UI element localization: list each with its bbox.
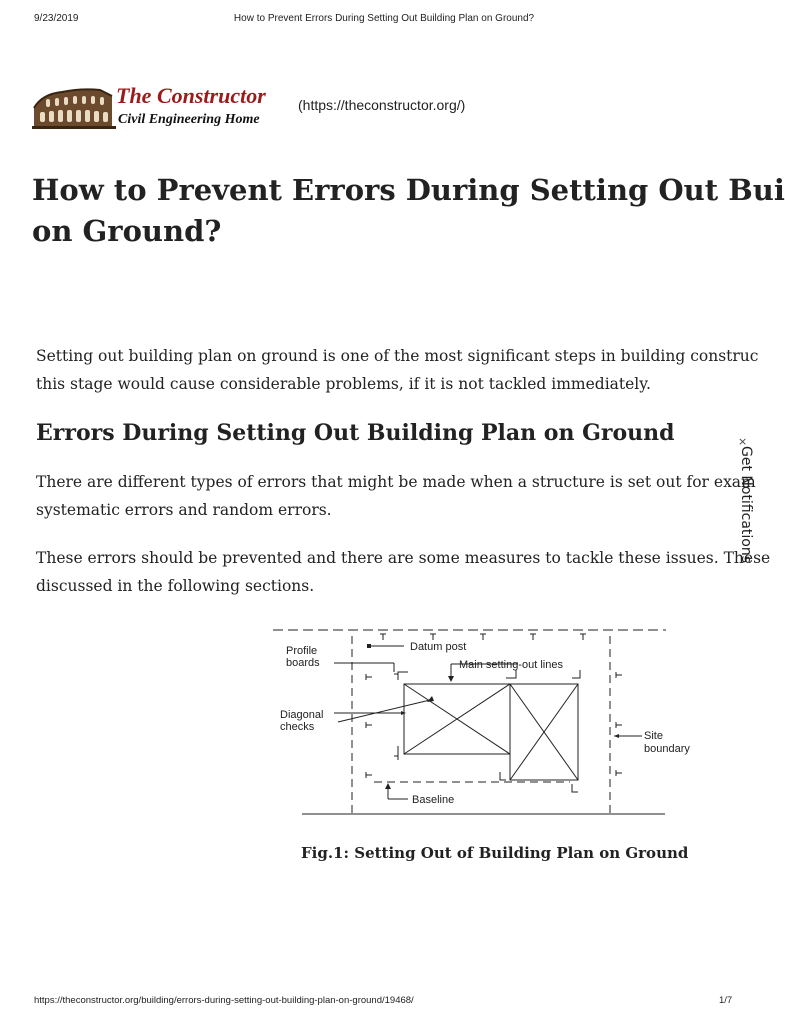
errors-types-paragraph [36, 468, 768, 524]
fig-label-profile-2: boards [286, 657, 320, 669]
fig-label-site-2: boundary [644, 743, 690, 755]
print-footer-url: https://theconstructor.org/building/errors-during-setting-out-building-plan-on-ground/19468/ [34, 995, 414, 1006]
logo-url-link[interactable]: (https://theconstructor.org/) [298, 97, 466, 113]
datum-posts [380, 634, 586, 640]
fig-label-datum-post: Datum post [410, 641, 467, 653]
brand-tagline: Civil Engineering Home [118, 112, 260, 127]
fig-label-diagonal-1: Diagonal [280, 709, 324, 721]
colosseum-logo-icon [32, 86, 118, 130]
fig-label-profile-1: Profile [286, 645, 318, 657]
notifications-widget[interactable] [716, 435, 756, 588]
section-heading: Errors During Setting Out Building Plan on Ground [36, 420, 675, 446]
article-title-line-2: on Ground? [32, 214, 222, 249]
setting-out-diagram-svg [270, 622, 690, 822]
print-date: 9/23/2019 [34, 13, 79, 24]
fig-label-diagonal-2: checks [280, 721, 315, 733]
intro-line-2: this stage would cause considerable problems, if it is not tackled immediately. [36, 375, 651, 393]
figure-caption: Fig.1: Setting Out of Building Plan on Ground [301, 844, 689, 862]
profile-board [572, 784, 578, 792]
fig-label-baseline: Baseline [412, 794, 455, 806]
site-logo[interactable] [32, 83, 302, 134]
profile-board [394, 746, 398, 760]
profile-board [394, 672, 408, 680]
prevention-paragraph [36, 544, 771, 600]
print-page-number: 1/7 [719, 995, 733, 1006]
close-icon[interactable]: × [738, 435, 748, 448]
article-title-line-1: How to Prevent Errors During Setting Out Bui [32, 173, 785, 207]
print-header-title: How to Prevent Errors During Setting Out Building Plan on Ground? [233, 13, 535, 24]
profile-board [506, 670, 516, 678]
fig-label-site-1: Site [644, 730, 663, 742]
profile-board [500, 772, 506, 780]
brand-name: The Constructor [116, 83, 266, 108]
article-title [32, 170, 785, 252]
prevention-line-1: These errors should be prevented and there are some measures to tackle these issues. These [36, 549, 771, 567]
setting-out-diagram [270, 622, 690, 822]
errors-types-line-2: systematic errors and random errors. [36, 501, 332, 519]
datum-post-marker [367, 644, 371, 648]
intro-line-1: Setting out building plan on ground is one of the most significant steps in building construc [36, 347, 759, 365]
fig-label-main-lines: Main setting-out lines [459, 659, 563, 671]
profile-board [572, 670, 580, 678]
errors-types-line-1: There are different types of errors that might be made when a structure is set out for exam [36, 473, 756, 491]
prevention-line-2: discussed in the following sections. [36, 577, 315, 595]
intro-paragraph [36, 342, 768, 398]
get-notifications-label[interactable]: Get Notifications [738, 446, 754, 564]
